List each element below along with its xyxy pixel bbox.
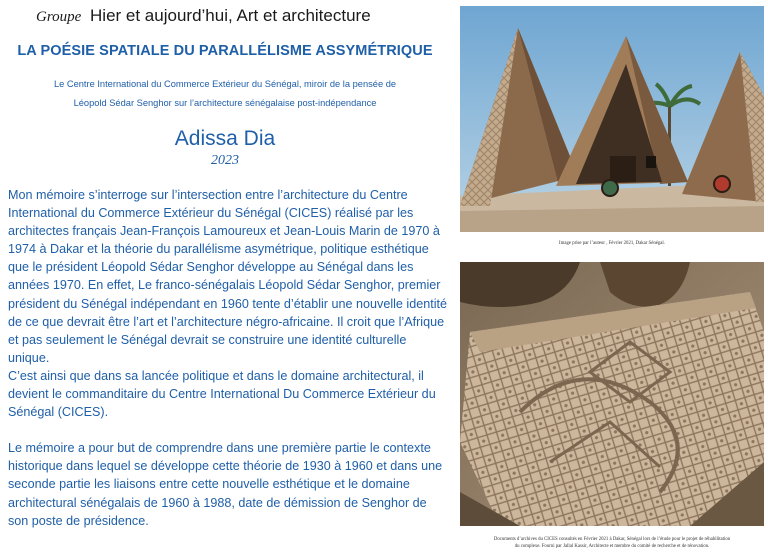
- publication-year: 2023: [211, 153, 239, 168]
- author-name: Adissa Dia: [174, 127, 276, 150]
- page-header: [36, 6, 371, 26]
- subtitle: [0, 75, 450, 113]
- pavilions-photo: [460, 6, 764, 232]
- triangular-pavilions-illustration: [460, 6, 764, 232]
- carved-relief-illustration: [460, 262, 764, 526]
- bottom-caption-line-1: Documents d’archives du CICES consultés en Février 2021 à Dakar, Sénégal lors de l’étude pour le projet de réhabilitation: [493, 537, 731, 542]
- top-photo-caption: Image prise par l’auteur , Février 2021, Dakar Sénégal.: [559, 241, 665, 246]
- abstract-paragraph-2: C’est ainsi que dans sa lancée politique et dans le domaine architectural, il devient le commanditaire du Centre International Du Commerce Extérieur du Sénégal (CICES).: [8, 368, 436, 420]
- abstract-paragraph-3: Le mémoire a pour but de comprendre dans une première partie le contexte historique dans lequel se développe cette théorie de 1930 à 1960 et dans une seconde partie les liaisons entre cette nouvelle esthétique et le domaine architectural sénégalais de 1960 à 1988, date de démission de Senghor de son poste de présidence.: [8, 441, 443, 528]
- subtitle-line-2: Léopold Sédar Senghor sur l’architecture sénégalaise post-indépendance: [73, 98, 377, 108]
- bottom-photo-caption: [460, 536, 764, 550]
- bottom-caption-line-2: du complexe. Fourni par Jallal Kassir, Architecte et membre du comité de recherche et de rénovation.: [514, 544, 710, 549]
- abstract-paragraph-1: Mon mémoire s’interroge sur l’intersection entre l’architecture du Centre International du Commerce Extérieur du Sénégal (CICES) réalisé par les architectes français Jean-François Lamoureux et Jean-Louis Marin de 1970 à 1974 à Dakar et la théorie du parallélisme asymétrique, politique esthétique que le président Léopold Sédar Senghor développe au Sénégal dans les années 1970. En effet, Le franco-sénégalais Léopold Sédar Senghor, premier président du Sénégal indépendant en 1960 tente d’établir une nouvelle identité de ce que devrait être l’art et l’architecture négro-africaine. Il croit que l’Afrique et pas seulement le Sénégal devrait se construire une identité culturelle unique.: [8, 188, 448, 365]
- abstract-body: [8, 186, 448, 530]
- page-title: LA POÉSIE SPATIALE DU PARALLÉLISME ASSYMÉTRIQUE: [17, 43, 433, 59]
- group-title: Hier et aujourd’hui, Art et architecture: [90, 6, 371, 25]
- relief-archive-photo: [460, 262, 764, 526]
- group-label: Groupe: [36, 9, 82, 25]
- subtitle-line-1: Le Centre International du Commerce Extérieur du Sénégal, miroir de la pensée de: [53, 79, 397, 89]
